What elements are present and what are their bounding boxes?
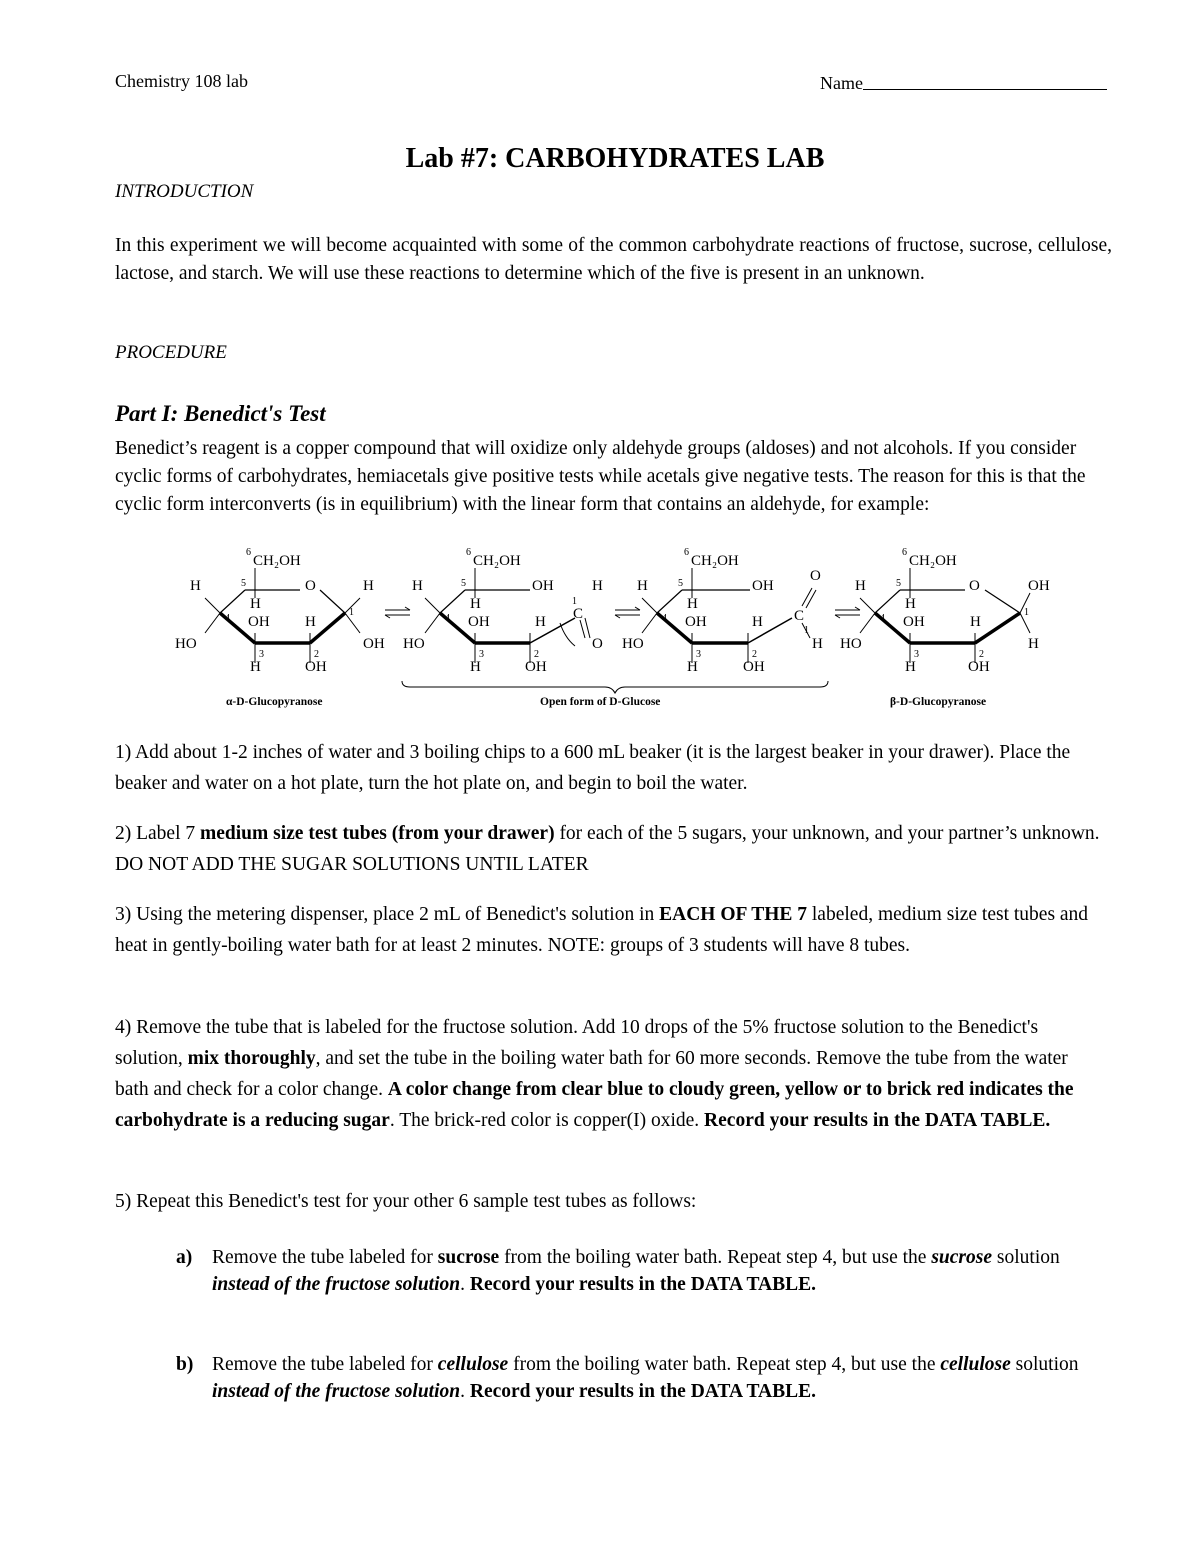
- substep-a-text-3: from the boiling water bath. Repeat step 4, but use the: [499, 1247, 932, 1268]
- glucose-equilibrium-diagram: [160, 538, 1060, 718]
- open1-carbonyl-oxygen: O: [592, 636, 603, 652]
- procedure-label: PROCEDURE: [115, 342, 227, 363]
- open2-h-left: H: [637, 578, 648, 594]
- open2-c6-number: 6: [684, 547, 689, 558]
- beta-h-c2up: H: [970, 614, 981, 630]
- substep-a-instead: instead of the fructose solution: [212, 1274, 461, 1295]
- equilibrium-arrows: [385, 607, 860, 618]
- beta-glucopyranose-structure: [860, 568, 1030, 663]
- caption-alpha-glucopyranose: α-D-Glucopyranose: [226, 696, 323, 708]
- name-blank-line: [863, 71, 1107, 90]
- caption-beta-glucopyranose: β-D-Glucopyranose: [890, 696, 987, 708]
- alpha-h-c4: H: [250, 596, 261, 612]
- open1-c3-number: 3: [479, 649, 484, 660]
- step-5: 5) Repeat this Benedict's test for your other 6 sample test tubes as follows:: [115, 1191, 697, 1212]
- substep-b-text-5: solution: [1010, 1354, 1079, 1375]
- beta-ring-oxygen: O: [969, 578, 980, 594]
- page-title: Lab #7: CARBOHYDRATES LAB: [405, 143, 825, 174]
- substep-a-label: a): [176, 1247, 193, 1268]
- substep-b-sugar-italic: cellulose: [940, 1354, 1011, 1375]
- open1-ch2oh-label: CH₂OH: [473, 553, 521, 569]
- introduction-text: In this experiment we will become acquainted with some of the common carbohydrate reactions of fructose, sucrose, cellulose, lactose, and starch. We will use these reactions to determine which of the five is present in an unknown.: [115, 235, 1112, 284]
- step-3-text-c: labeled, medium size test tubes and heat in gently-boiling water bath for at least 2 minutes. NOTE: groups of 3 students will have 8 tubes.: [115, 904, 1089, 956]
- step-4-text-c: , and set the tube in the boiling water bath for 60 more seconds. Remove the tube from the water bath and check for a color change.: [115, 1048, 1068, 1100]
- substep-b-text-7: .: [460, 1381, 470, 1402]
- step-4: [115, 1012, 1105, 1136]
- open2-c4-number: 4: [662, 613, 667, 624]
- alpha-h-right: H: [363, 578, 374, 594]
- open2-c3-number: 3: [696, 649, 701, 660]
- beta-c4-number: 4: [880, 613, 885, 624]
- alpha-ring-oxygen: O: [305, 578, 316, 594]
- alpha-oh-c3up: OH: [248, 614, 270, 630]
- open2-c5-number: 5: [678, 578, 683, 589]
- beta-h-c4: H: [905, 596, 916, 612]
- step-4-text-e: . The brick-red color is copper(I) oxide.: [389, 1110, 705, 1131]
- open2-oh-c2down: OH: [743, 659, 765, 675]
- substep-a-text-1: Remove the tube labeled for: [212, 1247, 438, 1268]
- substep-b-text-3: from the boiling water bath. Repeat step 4, but use the: [508, 1354, 941, 1375]
- substep-b: [176, 1351, 1096, 1405]
- step-3-bold: EACH OF THE 7: [659, 904, 808, 925]
- substep-b-text-1: Remove the tube labeled for: [212, 1354, 438, 1375]
- substep-a-sugar-italic: sucrose: [931, 1247, 993, 1268]
- substep-b-instead: instead of the fructose solution: [212, 1381, 461, 1402]
- open2-h-c4: H: [687, 596, 698, 612]
- beta-oh-c2down: OH: [968, 659, 990, 675]
- step-4-bold-record: Record your results in the DATA TABLE.: [704, 1110, 1051, 1131]
- substep-b-record: Record your results in the DATA TABLE.: [469, 1381, 817, 1402]
- substep-a-record: Record your results in the DATA TABLE.: [469, 1274, 817, 1295]
- beta-oh-anomeric: OH: [1028, 578, 1050, 594]
- open1-carbonyl-carbon: C: [573, 606, 584, 622]
- substep-a-text-5: solution: [992, 1247, 1060, 1268]
- caption-open-form: Open form of D-Glucose: [540, 696, 661, 708]
- alpha-ho-left: HO: [175, 636, 197, 652]
- open1-oh-c2down: OH: [525, 659, 547, 675]
- open1-c2-number: 2: [534, 649, 539, 660]
- step-2-bold: medium size test tubes (from your drawer): [200, 823, 555, 844]
- open2-c1-number: 1: [804, 625, 809, 636]
- alpha-c2-number: 2: [314, 649, 319, 660]
- step-1: 1) Add about 1-2 inches of water and 3 boiling chips to a 600 mL beaker (it is the largest beaker in your drawer). Place the beaker and water on a hot plate, turn the hot plate on, and begin to boil the water.: [115, 742, 1071, 794]
- name-field: [820, 71, 1107, 94]
- open-chain-structure-2: [642, 568, 816, 663]
- open2-ch2oh-label: CH₂OH: [691, 553, 739, 569]
- open1-h-aldehyde: H: [592, 578, 603, 594]
- open2-oh-c5: OH: [752, 578, 774, 594]
- alpha-c3-number: 3: [259, 649, 264, 660]
- beta-c2-number: 2: [979, 649, 984, 660]
- open-form-brace: [402, 681, 828, 693]
- open2-oh-c3up: OH: [685, 614, 707, 630]
- beta-c6-number: 6: [902, 547, 907, 558]
- step-3: [115, 899, 1105, 961]
- open1-oh-c5: OH: [532, 578, 554, 594]
- alpha-h-c2up: H: [305, 614, 316, 630]
- alpha-c5-number: 5: [241, 578, 246, 589]
- part1-intro: Benedict’s reagent is a copper compound that will oxidize only aldehyde groups (aldoses) and not alcohols. If you consider cyclic forms of carbohydrates, hemiacetals give positive tests while acetals give negative tests. The reason for this is that the cyclic form interconverts (is in equilibrium) with the linear form that contains an aldehyde, for example:: [115, 438, 1086, 515]
- beta-ch2oh-label: CH₂OH: [909, 553, 957, 569]
- open2-h-c3down: H: [687, 659, 698, 675]
- alpha-oh-c2down: OH: [305, 659, 327, 675]
- step-3-text-a: 3) Using the metering dispenser, place 2 mL of Benedict's solution in: [115, 904, 660, 925]
- beta-ho-left: HO: [840, 636, 862, 652]
- open1-h-c3down: H: [470, 659, 481, 675]
- step-4-text-a: 4) Remove the tube that is labeled for the fructose solution. Add 10 drops of the 5% fructose solution to the Benedict's solution,: [115, 1017, 1039, 1069]
- open2-ho-left: HO: [622, 636, 644, 652]
- name-label: Name: [820, 73, 863, 93]
- beta-c1-number: 1: [1024, 607, 1029, 618]
- alpha-c4-number: 4: [225, 613, 230, 624]
- beta-oh-c3up: OH: [903, 614, 925, 630]
- alpha-h-c3down: H: [250, 659, 261, 675]
- open2-c2-number: 2: [752, 649, 757, 660]
- beta-c3-number: 3: [914, 649, 919, 660]
- open2-carbonyl-oxygen: O: [810, 568, 821, 584]
- beta-c5-number: 5: [896, 578, 901, 589]
- beta-h-left: H: [855, 578, 866, 594]
- substep-b-sugar-bold: cellulose: [437, 1354, 509, 1375]
- open1-c4-number: 4: [445, 613, 450, 624]
- open1-c5-number: 5: [461, 578, 466, 589]
- open2-h-aldehyde: H: [812, 636, 823, 652]
- course-label: Chemistry 108 lab: [115, 71, 248, 91]
- open1-ho-left: HO: [403, 636, 425, 652]
- open2-h-c2up: H: [752, 614, 763, 630]
- alpha-c1-number: 1: [349, 607, 354, 618]
- alpha-c6-number: 6: [246, 547, 251, 558]
- open1-c6-number: 6: [466, 547, 471, 558]
- substep-b-label: b): [176, 1354, 194, 1375]
- step-4-bold-color-change: A color change from clear blue to cloudy green, yellow or to brick red indicates the carbohydrate is a reducing sugar: [115, 1079, 1074, 1131]
- beta-h-c3down: H: [905, 659, 916, 675]
- open1-c1-number: 1: [572, 596, 577, 607]
- substep-a-text-7: .: [460, 1274, 470, 1295]
- introduction-label: INTRODUCTION: [115, 181, 254, 202]
- step-4-bold-mix: mix thoroughly: [187, 1048, 316, 1069]
- alpha-h-left: H: [190, 578, 201, 594]
- beta-h-anomeric: H: [1028, 636, 1039, 652]
- alpha-oh-anomeric: OH: [363, 636, 385, 652]
- open2-carbonyl-carbon: C: [794, 608, 805, 624]
- step-2: [115, 818, 1105, 880]
- step-2-text-c: for each of the 5 sugars, your unknown, and your partner’s unknown. DO NOT ADD THE SUGAR SOLUTIONS UNTIL LATER: [115, 823, 1100, 875]
- open1-h-c4: H: [470, 596, 481, 612]
- step-2-text-a: 2) Label 7: [115, 823, 201, 844]
- open1-h-c2up: H: [535, 614, 546, 630]
- substep-a: [176, 1244, 1096, 1298]
- open1-h-left: H: [412, 578, 423, 594]
- part1-heading: Part I: Benedict's Test: [115, 401, 326, 426]
- alpha-ch2oh-label: CH₂OH: [253, 553, 301, 569]
- substep-a-sugar-bold: sucrose: [437, 1247, 500, 1268]
- open1-oh-c3up: OH: [468, 614, 490, 630]
